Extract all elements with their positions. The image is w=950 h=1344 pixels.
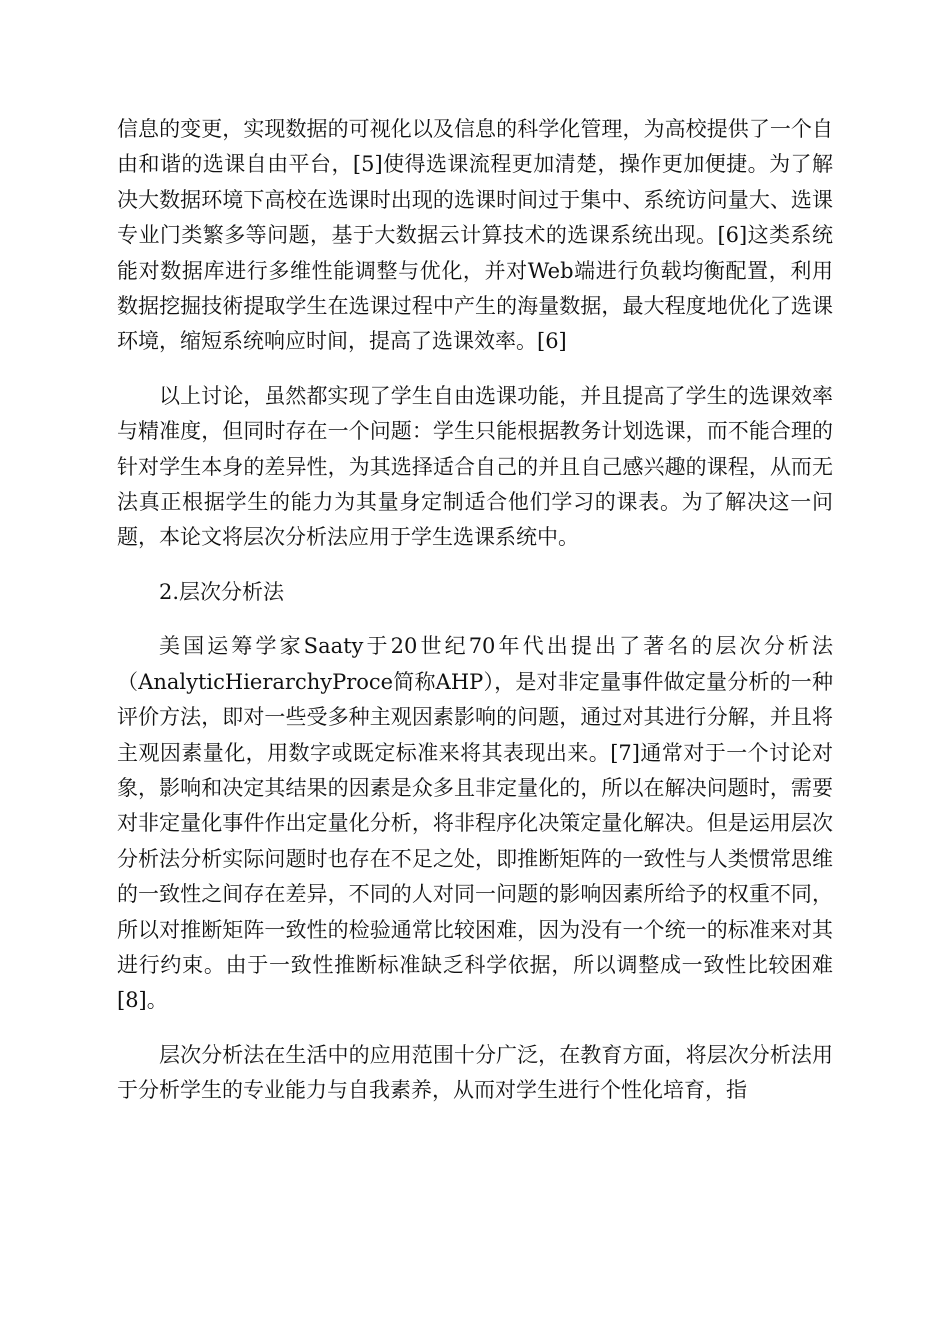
paragraph-ahp-definition: 美国运筹学家Saaty于20世纪70年代出提出了著名的层次分析法（AnalyticHierarchyProce简称AHP），是对非定量事件做定量分析的一种评价方法，即对一些受多种主观因素影响的问题，通过对其进行分解，并且将主观因素量化，用数字或既定标准来将其表现出来。[7]通常对于一个讨论对象，影响和决定其结果的因素是众多且非定量化的，所以在解决问题时，需要对非定量化事件作出定量化分析，将非程序化决策定量化解决。但是运用层次分析法分析实际问题时也存在不足之处，即推断矩阵的一致性与人类惯常思维的一致性之间存在差异，不同的人对同一问题的影响因素所给予的权重不同，所以对推断矩阵一致性的检验通常比较困难，因为没有一个统一的标准来对其进行约束。由于一致性推断标准缺乏科学依据，所以调整成一致性比较困难[8]。: [117, 634, 833, 1013]
document-page: [117, 112, 833, 1109]
section-heading-ahp: 2.层次分析法: [159, 579, 285, 604]
paragraph-discussion: 以上讨论，虽然都实现了学生自由选课功能，并且提高了学生的选课效率与精准度，但同时存在一个问题：学生只能根据教务计划选课，而不能合理的针对学生本身的差异性，为其选择适合自己的并且自己感兴趣的课程，从而无法真正根据学生的能力为其量身定制适合他们学习的课表。为了解决这一问题，本论文将层次分析法应用于学生选课系统中。: [117, 383, 833, 550]
paragraph-course-selection-systems: 信息的变更，实现数据的可视化以及信息的科学化管理，为高校提供了一个自由和谐的选课自由平台，[5]使得选课流程更加清楚，操作更加便捷。为了解决大数据环境下高校在选课时出现的选课时间过于集中、系统访问量大、选课专业门类繁多等问题，基于大数据云计算技术的选课系统出现。[6]这类系统能对数据库进行多维性能调整与优化，并对Web端进行负载均衡配置，利用数据挖掘技術提取学生在选课过程中产生的海量数据，最大程度地优化了选课环境，缩短系统响应时间，提高了选课效率。[6]: [117, 117, 833, 354]
paragraph-ahp-applications: 层次分析法在生活中的应用范围十分广泛，在教育方面，将层次分析法用于分析学生的专业能力与自我素养，从而对学生进行个性化培育，指: [117, 1042, 833, 1103]
